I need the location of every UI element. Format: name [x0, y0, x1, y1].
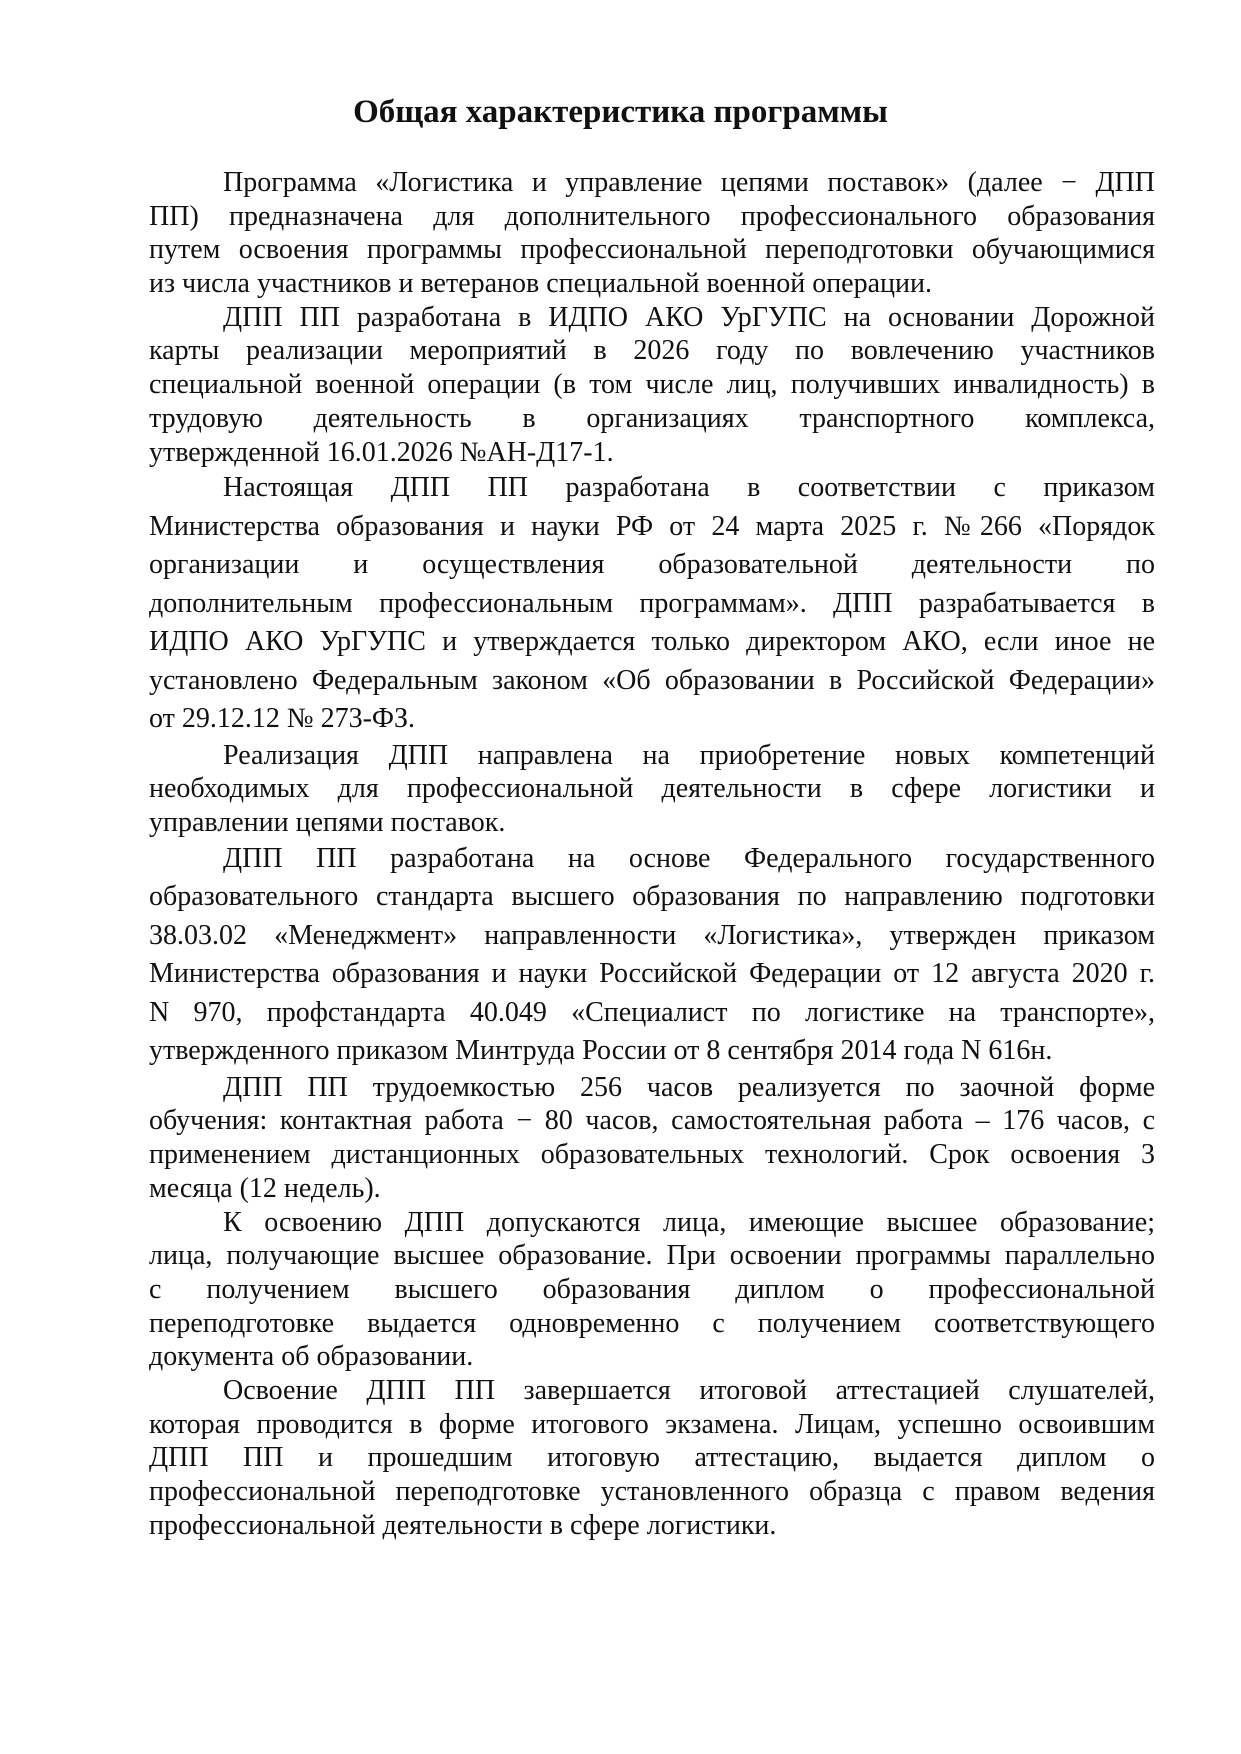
- text-line: документа об образовании.: [149, 1341, 474, 1373]
- paragraph: [149, 840, 1155, 1071]
- text-line: Министерства образования и науки Российской Федерации от 12 августа 2020 г.: [149, 958, 1155, 990]
- text-line: Реализация ДПП направлена на приобретение новых компетенций: [223, 739, 1155, 771]
- text-line: управлении цепями поставок.: [149, 807, 506, 839]
- text-line: профессиональной деятельности в сфере логистики.: [149, 1509, 777, 1541]
- text-line: К освоению ДПП допускаются лица, имеющие высшее образование;: [223, 1206, 1155, 1238]
- paragraph: [149, 469, 1155, 739]
- text-line: установлено Федеральным законом «Об образовании в Российской Федерации»: [149, 664, 1155, 696]
- text-line: применением дистанционных образовательных технологий. Срок освоения 3: [149, 1139, 1155, 1171]
- text-line: утвержденной 16.01.2026 №АН-Д17-1.: [149, 436, 614, 468]
- text-line: лица, получающие высшее образование. При освоении программы параллельно: [149, 1240, 1155, 1272]
- text-line: утвержденного приказом Минтруда России от 8 сентября 2014 года N 616н.: [149, 1035, 1053, 1067]
- paragraph: [149, 301, 1155, 469]
- text-line: переподготовке выдается одновременно с получением соответствующего: [149, 1307, 1155, 1339]
- text-line: дополнительным профессиональным программам». ДПП разрабатывается в: [149, 587, 1155, 619]
- page-title: Общая характеристика программы: [353, 94, 888, 130]
- text-line: ДПП ПП разработана на основе Федерального государственного: [223, 842, 1155, 874]
- text-line: необходимых для профессиональной деятельности в сфере логистики и: [149, 773, 1155, 805]
- text-line: организации и осуществления образовательной деятельности по: [149, 549, 1155, 581]
- text-line: ПП) предназначена для дополнительного профессионального образования: [149, 200, 1155, 232]
- text-line: обучения: контактная работа − 80 часов, самостоятельная работа – 176 часов, с: [149, 1105, 1155, 1137]
- text-line: от 29.12.12 № 273-ФЗ.: [149, 703, 416, 735]
- text-line: Министерства образования и науки РФ от 24 марта 2025 г. №266 «Порядок: [149, 510, 1155, 542]
- paragraph: [149, 1206, 1155, 1374]
- text-line: образовательного стандарта высшего образования по направлению подготовки: [149, 881, 1155, 913]
- text-line: из числа участников и ветеранов специальной военной операции.: [149, 268, 932, 300]
- text-line: путем освоения программы профессиональной переподготовки обучающимися: [149, 234, 1155, 266]
- text-line: карты реализации мероприятий в 2026 году по вовлечению участников: [149, 335, 1155, 367]
- text-line: которая проводится в форме итогового экзамена. Лицам, успешно освоившим: [149, 1408, 1155, 1440]
- text-line: ДПП ПП и прошедшим итоговую аттестацию, выдается диплом о: [149, 1442, 1155, 1474]
- text-line: месяца (12 недель).: [149, 1172, 381, 1204]
- paragraph: [149, 166, 1155, 301]
- text-line: трудовую деятельность в организациях транспортного комплекса,: [149, 402, 1155, 434]
- text-line: специальной военной операции (в том числе лиц, получивших инвалидность) в: [149, 369, 1155, 401]
- text-line: профессиональной переподготовке установленного образца с правом ведения: [149, 1476, 1155, 1507]
- text-line: Освоение ДПП ПП завершается итоговой аттестацией слушателей,: [223, 1374, 1155, 1406]
- text-line: N 970, профстандарта 40.049 «Специалист по логистике на транспорте»,: [149, 996, 1155, 1028]
- paragraph: [149, 739, 1155, 840]
- text-line: 38.03.02 «Менеджмент» направленности «Логистика», утвержден приказом: [149, 919, 1155, 951]
- document-body: [149, 166, 1155, 1542]
- text-line: ДПП ПП разработана в ИДПО АКО УрГУПС на основании Дорожной: [223, 301, 1155, 333]
- text-line: ДПП ПП трудоемкостью 256 часов реализуется по заочной форме: [223, 1071, 1155, 1103]
- text-line: с получением высшего образования диплом о профессиональной: [149, 1273, 1155, 1305]
- text-line: Программа «Логистика и управление цепями поставок» (далее − ДПП: [223, 167, 1155, 198]
- text-line: ИДПО АКО УрГУПС и утверждается только директором АКО, если иное не: [149, 626, 1155, 658]
- paragraph: [149, 1071, 1155, 1206]
- text-line: Настоящая ДПП ПП разработана в соответствии с приказом: [223, 472, 1155, 504]
- paragraph: [149, 1374, 1155, 1542]
